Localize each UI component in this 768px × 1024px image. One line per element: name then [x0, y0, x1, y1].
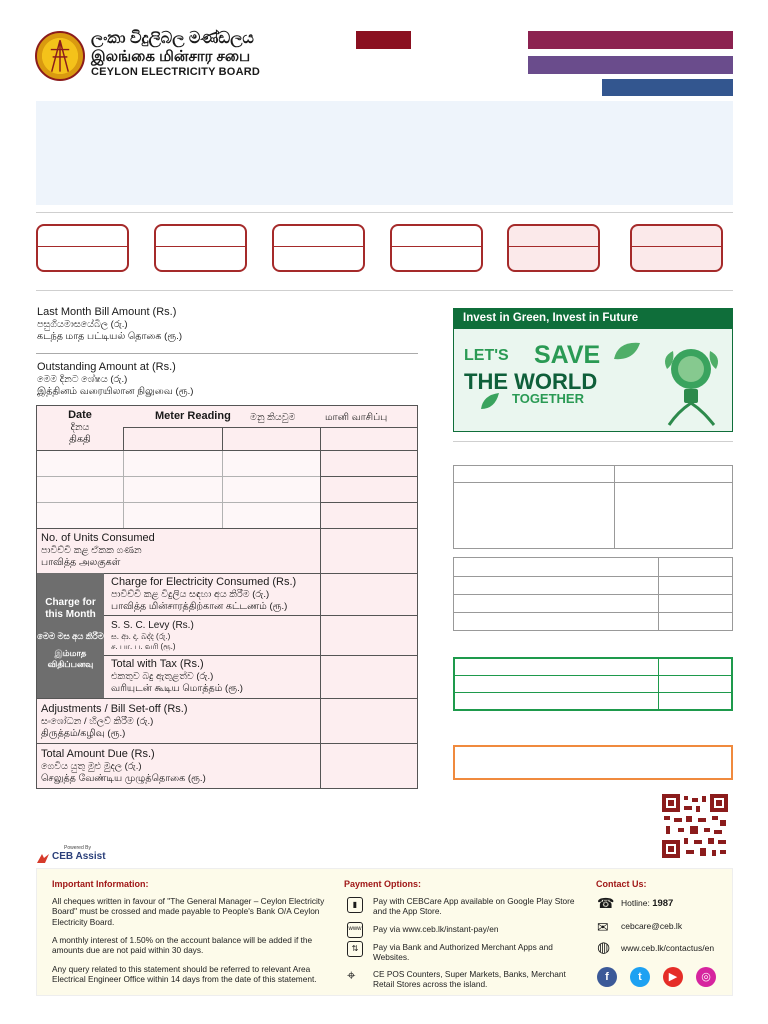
account-details-panel: [36, 101, 733, 205]
ceb-assist-logo: CEB Assist: [52, 851, 106, 862]
website-link[interactable]: www.ceb.lk/contactus/en: [621, 943, 715, 953]
mobile-app-icon: ▮: [347, 897, 363, 913]
header-bar-red: [356, 31, 411, 49]
location-pin-icon: ⌖: [347, 967, 356, 984]
total-with-tax-label: Total with Tax (Rs.) එකතුව බදු ඇතුළත්ව (රු.) வரியுடன் கூடிய மொத்தம் (ரூ.): [111, 658, 243, 694]
total-due-label: Total Amount Due (Rs.) ගෙවිය යුතු මුළු මුදල (රු.) செலுத்த வேண்டிய முழுத்தொகை (ரூ.): [41, 748, 206, 784]
ssc-levy-label: S. S. C. Levy (Rs.) ස. ආ. දා. බද්ද (රු.) ச. பா. ப. வரி (ரூ.): [111, 620, 194, 651]
grid-line: [123, 427, 418, 428]
important-text-3: Any query related to this statement should be referred to relevant Area Electrical Engineer Office within 14 days from the date of this statement.: [52, 964, 317, 985]
outstanding-label: Outstanding Amount at (Rs.) මෙම දිනට ශේෂය (රු.) இத்தினம் வரையிலான நிலுவை (ரூ.): [37, 361, 194, 397]
promo-line-1: LET'S: [464, 347, 509, 364]
qr-code-icon: [662, 794, 728, 858]
email-icon: ✉: [597, 919, 609, 935]
promo-line-2: SAVE: [534, 341, 601, 369]
date-header: Date දිනය திகதி: [68, 409, 92, 445]
hotline-number: 1987: [652, 898, 674, 909]
org-name-tamil: இலங்கை மின்சார சபை: [91, 48, 251, 65]
hotline-label: Hotline:: [621, 898, 650, 908]
email-link[interactable]: cebcare@ceb.lk: [621, 921, 683, 931]
contact-title: Contact Us:: [596, 879, 647, 889]
promo-line-3: THE WORLD: [464, 369, 598, 394]
summary-box-5: [507, 224, 600, 272]
pay-option-4: CE POS Counters, Super Markets, Banks, Merchant Retail Stores across the island.: [373, 969, 566, 990]
bulb-globe-icon: [659, 339, 724, 427]
facebook-icon[interactable]: f: [597, 967, 617, 987]
grid-line: [36, 698, 418, 699]
important-text-1: All cheques written in favour of "The General Manager – Ceylon Electricity Board" must be crossed and made payable to People's Bank O/A Ceylon Electricity Board.: [52, 896, 325, 927]
org-name-english: CEYLON ELECTRICITY BOARD: [91, 66, 260, 78]
meter-reading-header-ta: மானி வாசிப்பு: [325, 412, 388, 423]
right-info-table-1: [453, 465, 733, 549]
right-info-table-2: [453, 557, 733, 631]
grid-line: [320, 427, 321, 789]
header-bar-maroon: [528, 31, 733, 49]
leaf-icon: [479, 391, 501, 413]
powered-by-small: Powered By: [64, 845, 91, 851]
ceb-logo-icon: [35, 31, 85, 81]
ceb-assist-icon: [36, 851, 50, 862]
promo-line-4: TOGETHER: [512, 391, 584, 406]
hotline-row: [621, 898, 673, 909]
summary-box-3: [272, 224, 365, 272]
orange-notice-box: [453, 745, 733, 780]
web-pay-icon: www: [347, 922, 363, 938]
pay-option-3: Pay via Bank and Authorized Merchant Apps and Websites.: [373, 942, 553, 963]
grid-line: [36, 743, 418, 744]
header-bar-purple: [528, 56, 733, 74]
important-text-2: A monthly interest of 1.50% on the account balance will be added if the amounts due are not paid within 30 days.: [52, 935, 313, 956]
header-bar-blue: [602, 79, 733, 96]
globe-icon: ◍: [597, 939, 611, 956]
reading-rows: [37, 451, 320, 528]
divider: [36, 212, 733, 213]
leaf-icon: [612, 339, 642, 364]
summary-box-2: [154, 224, 247, 272]
green-summary-table: [453, 657, 733, 711]
youtube-icon[interactable]: ▶: [663, 967, 683, 987]
summary-box-1: [36, 224, 129, 272]
divider: [36, 290, 733, 291]
payment-title: Payment Options:: [344, 879, 422, 889]
important-title: Important Information:: [52, 879, 149, 889]
summary-box-4: [390, 224, 483, 272]
pay-option-2: Pay via www.ceb.lk/instant-pay/en: [373, 924, 499, 934]
important-information-panel: [36, 868, 733, 996]
twitter-icon[interactable]: t: [630, 967, 650, 987]
summary-box-6: [630, 224, 723, 272]
charge-consumed-label: Charge for Electricity Consumed (Rs.) පාවිච්චි කළ විදුලිය සඳහා අය කිරීම (රු.) பாவித்த மின்சாரத்திற்கான கட்டணம் (ரூ.): [111, 576, 297, 612]
grid-line: [104, 615, 418, 616]
pay-option-1: Pay with CEBCare App available on Google Play Store and the App Store.: [373, 896, 575, 917]
charge-for-month-block: Charge for this Month මෙම මස අය කිරීම இம்மாத விதிப்பனவு: [37, 573, 104, 698]
grid-line: [36, 528, 418, 529]
instagram-icon[interactable]: ◎: [696, 967, 716, 987]
divider: [36, 353, 418, 354]
divider: [453, 441, 733, 442]
adjustments-label: Adjustments / Bill Set-off (Rs.) සංශෝධන / හිලව් කිරීම (රු.) திருத்தம்/கழிவு (ரூ.): [41, 703, 188, 739]
last-month-label: Last Month Bill Amount (Rs.) පසුගියමාසයේබිල (රු.) கடந்த மாத பட்டியல் தொகை (ரூ.): [37, 306, 182, 342]
bank-app-icon: ⇅: [347, 941, 363, 957]
save-world-banner: [453, 329, 733, 432]
promo-heading: Invest in Green, Invest in Future: [453, 308, 733, 329]
meter-reading-header: Meter Reading: [155, 410, 231, 422]
org-name-sinhala: ලංකා විදුලිබල මණ්ඩලය: [91, 30, 254, 47]
grid-line: [104, 655, 418, 656]
hotline-agent-icon: ☎: [597, 895, 615, 911]
units-consumed-label: No. of Units Consumed පාවිච්චි කළ ඒකක ගණන பாவித்த அலகுகள்: [41, 532, 155, 568]
meter-reading-header-si: මනු කියවුම: [250, 412, 296, 423]
